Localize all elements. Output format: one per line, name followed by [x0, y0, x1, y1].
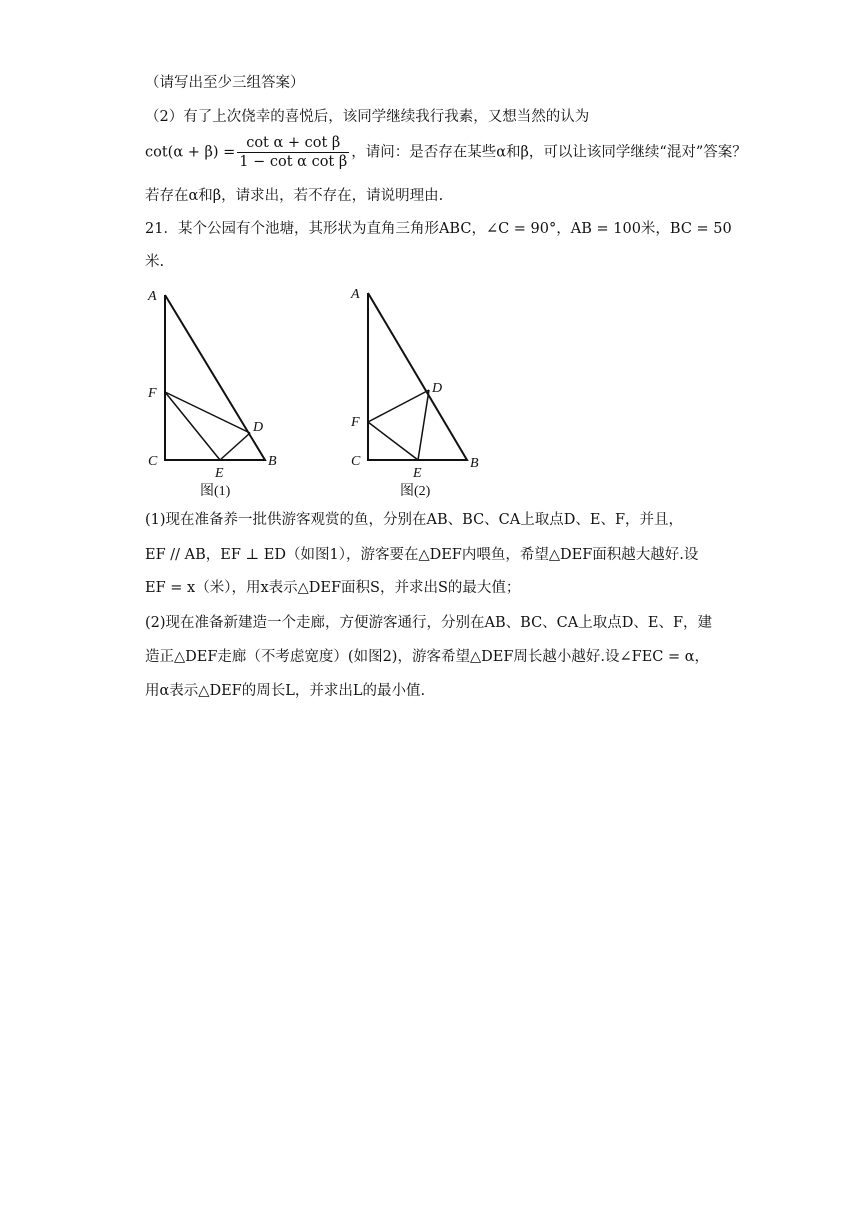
fig2-segment-de	[418, 390, 429, 460]
fig2-segment-fd	[368, 390, 429, 422]
fig2-triangle	[368, 293, 467, 460]
q21-line2: 米.	[145, 254, 165, 270]
formula-fraction	[237, 134, 349, 171]
q21-sub2-line1: (2)现在准备新建造一个走廊，方便游客通行，分别在AB、BC、CA上取点D、E、F，建	[145, 615, 713, 631]
fig1-label-b: B	[268, 454, 277, 469]
fig1-label-f: F	[148, 386, 157, 401]
fig1-caption: 图(1)	[200, 484, 231, 499]
formula-tail: ，请问：是否存在某些α和β，可以让该同学继续“混对”答案？	[351, 144, 747, 161]
fig1-label-a: A	[148, 289, 157, 304]
fig1-segment-fe	[165, 392, 220, 460]
fig2-label-a: A	[351, 287, 360, 302]
part2-formula-line	[145, 134, 747, 171]
part2-line3: 若存在α和β，请求出，若不存在，请说明理由.	[145, 188, 444, 204]
fig2-label-d: D	[432, 381, 443, 396]
fig2-label-f: F	[351, 415, 360, 430]
fig1-label-c: C	[148, 454, 158, 469]
q21-sub2-line2: 造正△DEF走廊（不考虑宽度）(如图2)，游客希望△DEF周长越小越好.设∠FEC = α，	[145, 649, 710, 665]
q21-line1: 21．某个公园有个池塘，其形状为直角三角形ABC，∠C = 90°，AB = 100米，BC = 50	[145, 221, 732, 237]
q21-sub1-line1: (1)现在准备养一批供游客观赏的鱼，分别在AB、BC、CA上取点D、E、F，并且，	[145, 512, 684, 528]
part2-intro: （2）有了上次侥幸的喜悦后，该同学继续我行我素，又想当然的认为	[145, 109, 590, 125]
q21-sub1-line2: EF // AB，EF ⊥ ED（如图1），游客要在△DEF内喂鱼，希望△DEF面积越大越好.设	[145, 547, 699, 563]
fig2-segment-fe	[368, 422, 418, 460]
q21-sub2-line3: 用α表示△DEF的周长L，并求出L的最小值.	[145, 683, 426, 699]
figure-1	[140, 280, 300, 509]
formula-lhs: cot(α + β) =	[145, 144, 236, 161]
figure-2	[340, 280, 500, 509]
formula-numerator: cot α + cot β	[237, 134, 349, 153]
q21-sub1-line3: EF = x（米），用x表示△DEF面积S，并求出S的最大值；	[145, 580, 521, 596]
fig1-label-e: E	[215, 466, 224, 481]
hint-line: （请写出至少三组答案）	[145, 75, 305, 91]
fig2-label-e: E	[413, 466, 422, 481]
fig2-caption: 图(2)	[400, 484, 431, 499]
fig2-label-b: B	[470, 456, 479, 471]
fig1-triangle	[165, 295, 265, 460]
formula-denominator: 1 − cot α cot β	[239, 154, 348, 170]
fig2-label-c: C	[351, 454, 361, 469]
fig1-label-d: D	[253, 420, 264, 435]
fig1-segment-ed	[220, 433, 250, 460]
